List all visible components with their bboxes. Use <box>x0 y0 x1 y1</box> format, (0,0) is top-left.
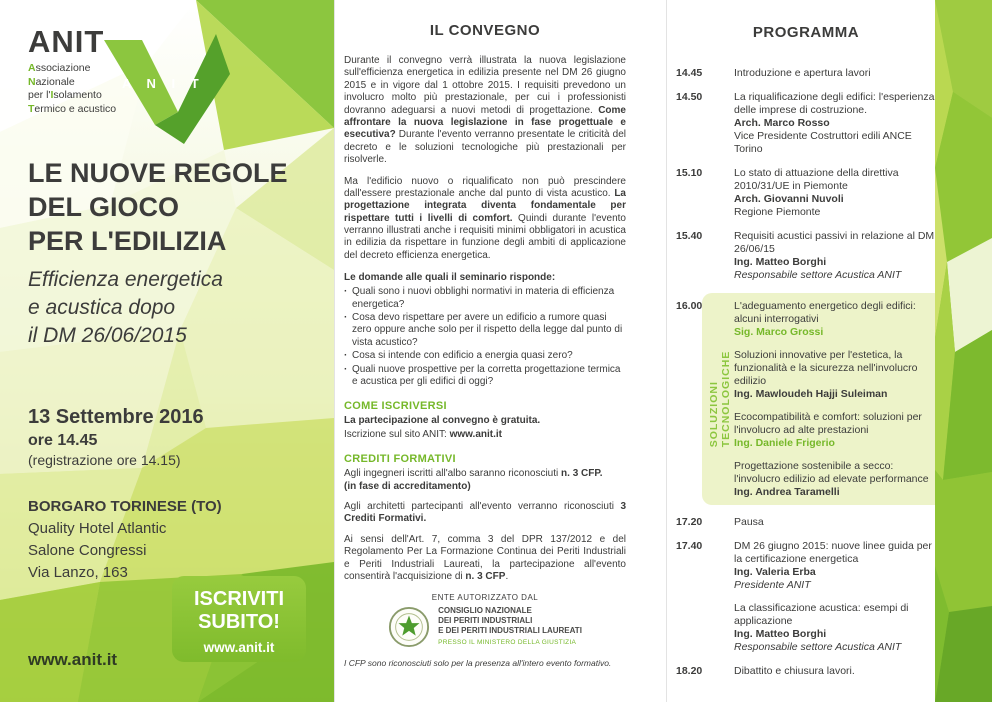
venue-address: Via Lanzo, 163 <box>28 564 128 581</box>
convegno-paragraph <box>344 176 626 263</box>
fold-line <box>334 0 335 702</box>
program-paragraph <box>734 437 936 450</box>
text-segment: La partecipazione al convegno è gratuita. <box>344 415 541 427</box>
program-time: 17.20 <box>676 516 703 528</box>
iscriversi-heading: COME ISCRIVERSI <box>344 400 447 413</box>
program-paragraph <box>734 460 936 486</box>
program-time: 15.10 <box>676 167 703 179</box>
question-item: · Quali sono i nuovi obblighi normativi in materia di efficienza energetica? <box>344 286 626 311</box>
program-item <box>676 91 936 156</box>
program-paragraph <box>734 193 936 206</box>
questions-title: Le domande alle quali il seminario risponde: <box>344 272 556 284</box>
registration-note: (registrazione ore 14.15) <box>28 452 181 468</box>
ente-name <box>438 606 582 648</box>
anit-logo-subtitle <box>28 62 116 116</box>
anit-badge-letters: A N I T <box>122 76 205 91</box>
program-text <box>722 460 936 499</box>
question-item: · Quali nuove prospettive per la corretta progettazione termica e acustica per gli edifici di oggi? <box>344 364 626 389</box>
iscriversi-block <box>344 415 626 441</box>
text-segment: Durante l'evento verranno presentate le criticità del decreto e le soluzioni tecnologiche più prestazionali per risolverle. <box>344 129 626 166</box>
event-subtitle <box>28 266 223 350</box>
program-time: 14.45 <box>676 67 703 79</box>
left-panel <box>0 0 334 702</box>
text-segment: DM 26 giugno 2015: nuove linee guida per la certificazione energetica <box>734 540 932 565</box>
venue-block <box>28 496 222 584</box>
program-paragraph <box>734 641 936 654</box>
ente-subline: PRESSO IL MINISTERO DELLA GIUSTIZIA <box>438 639 577 647</box>
text-segment: Ing. Valeria Erba <box>734 566 816 578</box>
accreditation-block <box>344 593 626 648</box>
text-segment: (in fase di accreditamento) <box>344 480 471 492</box>
program-text <box>722 91 936 156</box>
program-paragraph <box>734 256 936 269</box>
subscribe-button-label: SUBITO! <box>198 611 280 633</box>
text-segment: Ing. Matteo Borghi <box>734 628 827 640</box>
program-time <box>676 411 722 450</box>
program-text <box>722 300 936 339</box>
program-item <box>676 230 936 282</box>
text-segment: Requisiti acustici passivi in relazione al DM 26/06/15 <box>734 230 935 255</box>
text-segment: azionale <box>35 75 75 88</box>
program-paragraph <box>734 67 936 80</box>
ente-name-line: CONSIGLIO NAZIONALE <box>438 606 532 616</box>
program-item <box>676 300 936 339</box>
text-segment: Progettazione sostenibile a secco: l'involucro edilizio ad elevate performance <box>734 460 929 485</box>
text-segment: Ecocompatibilità e comfort: soluzioni per l'involucro ad alte prestazioni <box>734 411 922 436</box>
program-paragraph <box>734 602 936 628</box>
program-time: 14.50 <box>676 91 703 103</box>
text-segment: Responsabile settore Acustica ANIT <box>734 269 902 281</box>
text-segment: La classificazione acustica: esempi di applicazione <box>734 602 909 627</box>
program-text <box>722 230 936 282</box>
text-segment: . <box>505 570 509 582</box>
anit-logo-subtitle-line <box>28 103 116 117</box>
text-segment: Presidente ANIT <box>734 579 811 591</box>
text-segment: Regione Piemonte <box>734 206 821 218</box>
program-paragraph <box>734 665 936 678</box>
question-item: · Cosa si intende con edificio a energia quasi zero? <box>344 350 626 362</box>
program-item <box>676 167 936 219</box>
program-item <box>676 540 936 654</box>
subscribe-button-label: ISCRIVITI <box>193 588 284 610</box>
text-segment: Agli architetti partecipanti all'evento verranno riconosciuti <box>344 500 621 512</box>
venue-room: Salone Congressi <box>28 542 147 559</box>
program-item <box>676 516 936 529</box>
fold-line <box>666 0 667 702</box>
text-segment: Ing. Andrea Taramelli <box>734 486 840 498</box>
program-paragraph <box>734 516 936 529</box>
program-paragraph <box>734 486 936 499</box>
program-paragraph <box>734 579 936 592</box>
program-text <box>722 665 936 678</box>
program-text <box>722 349 936 401</box>
event-date-block <box>28 406 204 468</box>
program-text <box>722 411 936 450</box>
iscriversi-paragraph <box>344 429 626 441</box>
footer-url[interactable]: www.anit.it <box>28 650 118 669</box>
programma-heading: PROGRAMMA <box>752 24 860 41</box>
text-segment: Ai sensi dell'Art. 7, comma 3 del DPR 137/2012 e del Regolamento Per La Formazione Continua dei Periti Industriali e Periti Industriali Laureati, la partecipazione all'evento consentirà l'acquisizione di <box>344 533 626 582</box>
text-segment: Durante il convegno verrà illustrata la nuova legislazione sull'efficienza energetica in edilizia presente nel DM 26 giugno 2015 e in vigore dal 1 ottobre 2015. I requisiti prevedono un involucro molto più prestazionale, per cui i professionisti dovranno adeguarsi a nuovi metodi di progettazione. <box>344 55 626 116</box>
right-edge-polygon-art <box>935 0 992 702</box>
event-title-line: DEL GIOCO <box>28 192 180 222</box>
programma-column <box>676 24 936 689</box>
text-segment: Iscrizione sul sito ANIT: <box>344 428 450 440</box>
program-paragraph <box>734 230 936 256</box>
tech-sessions-group <box>676 293 936 505</box>
text-segment: Arch. Giovanni Nuvoli <box>734 193 844 205</box>
text-segment: Come affrontare la nuova legislazione in fase progettuale e esecutiva? <box>344 104 626 141</box>
crediti-paragraph <box>344 501 626 526</box>
text-segment: Sig. Marco Grossi <box>734 326 824 338</box>
text-segment: I <box>50 89 54 101</box>
consiglio-emblem-icon <box>388 606 430 648</box>
text-segment: ermico e acustico <box>34 102 117 115</box>
venue-name: Quality Hotel Atlantic <box>28 520 167 537</box>
text-segment: per l' <box>28 89 51 101</box>
text-segment: Ing. Mawloudeh Hajji Suleiman <box>734 388 888 400</box>
event-subtitle-line: e acustica dopo <box>28 296 176 319</box>
text-segment: n. 3 CFP <box>465 570 506 582</box>
question-item: · Cosa devo rispettare per avere un edificio a rumore quasi zero oppure anche solo per il rispetto della legge dal punto di vista acustico? <box>344 312 626 349</box>
program-time <box>676 460 722 499</box>
text-segment: A <box>28 62 36 74</box>
program-paragraph <box>734 91 936 117</box>
text-segment: T <box>28 102 35 115</box>
program-text <box>722 516 936 529</box>
anit-logo-wordmark: ANIT <box>28 24 105 59</box>
text-segment: Pausa <box>734 516 764 528</box>
text-segment: Lo stato di attuazione della direttiva 2010/31/UE in Piemonte <box>734 167 899 192</box>
program-paragraph <box>734 300 936 326</box>
program-item <box>676 349 936 401</box>
crediti-paragraph <box>344 468 626 493</box>
text-segment: Introduzione e apertura lavori <box>734 67 871 79</box>
text-segment: n. 3 CFP. <box>561 468 603 480</box>
anit-logo-subtitle-line <box>28 62 116 76</box>
crediti-heading: CREDITI FORMATIVI <box>344 453 456 466</box>
text-segment: Quindi durante l'evento verranno illustrati anche i requisiti minimi obbligatori in acustica in edilizia da rispettare in funzione degli ambiti di applicazione del decreto efficienza energetica. <box>344 212 626 261</box>
event-subtitle-line: Efficienza energetica <box>28 268 223 291</box>
program-paragraph <box>734 326 936 339</box>
text-segment: La riqualificazione degli edifici: l'esperienza delle imprese di costruzione. <box>734 91 935 116</box>
ente-name-line: E DEI PERITI INDUSTRIALI LAUREATI <box>438 626 582 636</box>
text-segment: La progettazione integrata diventa fondamentale per rispettare tutti i livelli di comfort. <box>344 187 626 224</box>
cfp-footnote: I CFP sono riconosciuti solo per la presenza all'intero evento formativo. <box>344 658 612 669</box>
ente-intro: ENTE AUTORIZZATO DAL <box>431 593 539 603</box>
ente-name-line: DEI PERITI INDUSTRIALI <box>438 616 533 626</box>
event-subtitle-line: il DM 26/06/2015 <box>28 324 187 347</box>
program-paragraph <box>734 167 936 193</box>
program-paragraph <box>734 388 936 401</box>
anit-logo-subtitle-line <box>28 89 116 103</box>
text-segment: ssociazione <box>35 62 91 74</box>
soluzioni-tecnologiche-vertical-label: SOLUZIONI TECNOLOGICHE <box>708 350 732 448</box>
iscriversi-paragraph <box>344 415 626 427</box>
crediti-block <box>344 468 626 583</box>
text-segment: N <box>28 75 36 88</box>
program-paragraph <box>734 411 936 437</box>
program-text <box>722 67 936 80</box>
program-time: 18.20 <box>676 665 703 677</box>
program-time: 16.00 <box>676 300 703 312</box>
program-text <box>722 540 936 654</box>
text-segment: solamento <box>53 89 102 101</box>
program-paragraph <box>734 349 936 388</box>
anit-logo-subtitle-line <box>28 76 116 90</box>
program-item <box>676 665 936 678</box>
event-title <box>28 156 288 258</box>
program-paragraph <box>734 540 936 566</box>
program-paragraph <box>734 566 936 579</box>
text-segment: Vice Presidente Costruttori edili ANCE Torino <box>734 130 912 155</box>
text-segment: Agli ingegneri iscritti all'albo saranno riconosciuti <box>344 468 562 480</box>
program-time <box>676 349 722 401</box>
program-time: 17.40 <box>676 540 703 552</box>
event-date: 13 Settembre 2016 <box>28 406 204 428</box>
text-segment: Responsabile settore Acustica ANIT <box>734 641 902 653</box>
program-paragraph <box>734 117 936 130</box>
text-segment: Ma l'edificio nuovo o riqualificato non può prescindere dall'essere prestazionale anche dal punto di vista acustico. <box>344 175 626 199</box>
program-paragraph <box>734 206 936 219</box>
subscribe-button-url: www.anit.it <box>203 640 275 655</box>
event-start-time: ore 14.45 <box>28 432 98 449</box>
program-paragraph <box>734 628 936 641</box>
program-paragraph <box>734 269 936 282</box>
inline-url[interactable]: www.anit.it <box>449 428 503 440</box>
text-segment: Ing. Matteo Borghi <box>734 256 827 268</box>
convegno-paragraph <box>344 55 626 167</box>
text-segment: Soluzioni innovative per l'estetica, la funzionalità e la sicurezza nell'involucro edilizio <box>734 349 918 387</box>
venue-city: BORGARO TORINESE (TO) <box>28 498 222 515</box>
program-time: 15.40 <box>676 230 703 242</box>
subscribe-button[interactable] <box>172 576 306 662</box>
program-text <box>722 167 936 219</box>
text-segment: L'adeguamento energetico degli edifici: alcuni interrogativi <box>734 300 916 325</box>
text-segment: Ing. Daniele Frigerio <box>734 437 835 449</box>
convegno-heading: IL CONVEGNO <box>429 22 541 39</box>
program-list <box>676 67 936 678</box>
program-paragraph <box>734 130 936 156</box>
program-item <box>676 460 936 499</box>
text-segment: Arch. Marco Rosso <box>734 117 830 129</box>
crediti-paragraph <box>344 534 626 584</box>
text-segment: 3 Crediti Formativi. <box>344 500 626 525</box>
program-item <box>676 67 936 80</box>
convegno-intro <box>344 55 626 262</box>
questions-list <box>344 286 626 388</box>
convegno-column <box>344 22 626 700</box>
event-title-line: LE NUOVE REGOLE <box>28 158 288 188</box>
program-item <box>676 411 936 450</box>
event-title-line: PER L'EDILIZIA <box>28 226 227 256</box>
text-segment: Dibattito e chiusura lavori. <box>734 665 855 677</box>
